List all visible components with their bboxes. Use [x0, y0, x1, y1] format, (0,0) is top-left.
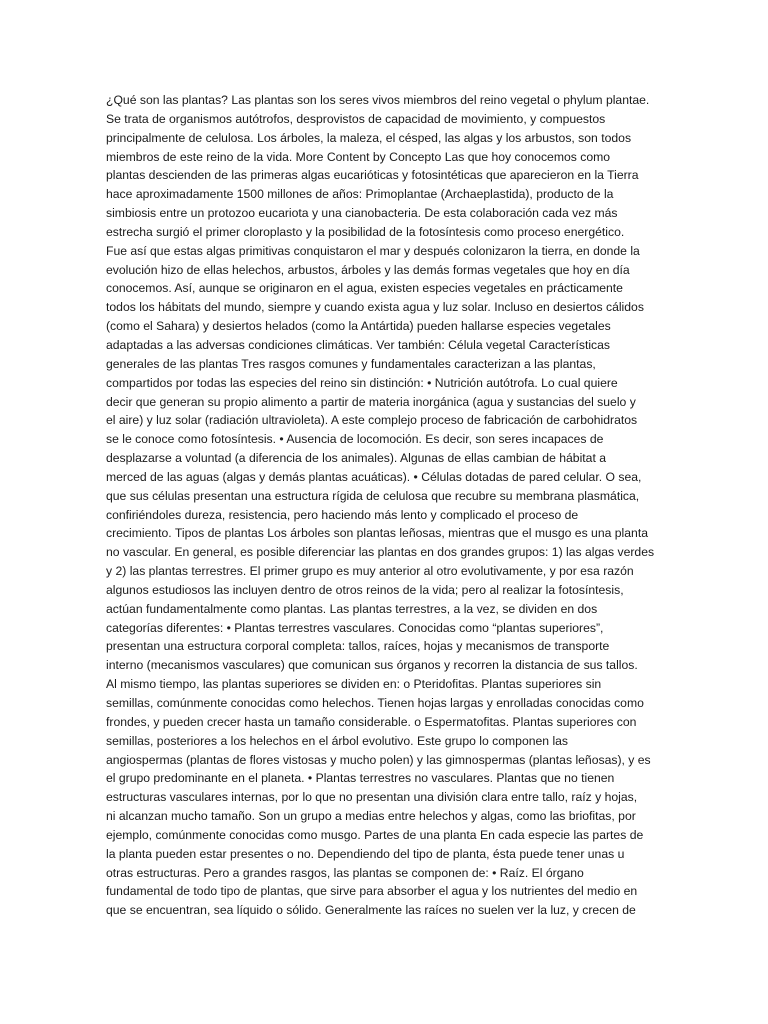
text-line: presentan una estructura corporal completa: tallos, raíces, hojas y mecanismos de transporte — [106, 639, 610, 654]
text-line: angiospermas (plantas de flores vistosas y mucho polen) y las gimnospermas (plantas leñosas), y es — [106, 752, 651, 767]
text-line: generales de las plantas Tres rasgos comunes y fundamentales caracterizan a las plantas, — [106, 356, 596, 371]
text-line: evolución hizo de ellas helechos, arbustos, árboles y las demás formas vegetales que hoy en día — [106, 262, 630, 277]
text-line: ejemplo, comúnmente conocidas como musgo. Partes de una planta En cada especie las partes de — [106, 827, 644, 842]
text-line: principalmente de celulosa. Los árboles, la maleza, el césped, las algas y los arbustos, son todos — [106, 130, 632, 145]
text-line: que se encuentran, sea líquido o sólido. Generalmente las raíces no suelen ver la luz, y crecen de — [106, 903, 636, 918]
text-line: hace aproximadamente 1500 millones de años: Primoplantae (Archaeplastida), producto de la — [106, 187, 614, 202]
text-line: semillas, comúnmente conocidas como helechos. Tienen hojas largas y enrolladas conocidas como — [106, 696, 644, 710]
text-line: desplazarse a voluntad (a diferencia de los animales). Algunas de ellas cambian de hábitat a — [106, 451, 606, 466]
text-line: algunos estudiosos las incluyen dentro de otros reinos de la vida; pero al realizar la fotosíntesis, — [106, 582, 624, 597]
text-line: que sus células presentan una estructura rígida de celulosa que recubre su membrana plasmática, — [106, 488, 640, 503]
text-line: decir que generan su propio alimento a partir de materia inorgánica (agua y sustancias del suelo y — [106, 394, 636, 409]
text-line: plantas descienden de las primeras algas eucarióticas y fotosintéticas que aparecieron en la Tierra — [106, 168, 639, 183]
text-line: la planta pueden estar presentes o no. Dependiendo del tipo de planta, ésta puede tener unas u — [106, 846, 625, 861]
text-line: Fue así que estas algas primitivas conquistaron el mar y después colonizaron la tierra, en donde la — [106, 243, 640, 258]
text-line: ni alcanzan mucho tamaño. Son un grupo a medias entre helechos y algas, como las briofitas, por — [106, 809, 636, 824]
text-line: otras estructuras. Pero a grandes rasgos, las plantas se componen de: • Raíz. El órgano — [106, 865, 584, 880]
text-line: miembros de este reino de la vida. More Content by Concepto Las que hoy conocemos como — [106, 149, 611, 164]
text-line: Se trata de organismos autótrofos, desprovistos de capacidad de movimiento, y compuestos — [106, 111, 606, 126]
text-line: semillas, posteriores a los helechos en el árbol evolutivo. Este grupo lo componen las — [106, 733, 569, 748]
text-line: compartidos por todas las especies del reino sin distinción: • Nutrición autótrofa. Lo cual quiere — [106, 375, 618, 390]
text-line: Al mismo tiempo, las plantas superiores se dividen en: o Pteridofitas. Plantas superiores sin — [106, 677, 602, 692]
text-line: interno (mecanismos vasculares) que comunican sus órganos y recorren la distancia de sus tallos. — [106, 658, 638, 673]
text-line: categorías diferentes: • Plantas terrestres vasculares. Conocidas como “plantas superiores”, — [106, 620, 604, 635]
text-line: adaptadas a las adversas condiciones climáticas. Ver también: Célula vegetal Características — [106, 337, 611, 352]
text-line: simbiosis entre un protozoo eucariota y una cianobacteria. De esta colaboración cada vez más — [106, 206, 618, 221]
body-text — [106, 91, 662, 920]
text-line: el grupo predominante en el planeta. • Plantas terrestres no vasculares. Plantas que no tienen — [106, 771, 615, 786]
text-line: se le conoce como fotosíntesis. • Ausencia de locomoción. Es decir, son seres incapaces de — [106, 432, 604, 447]
text-line: no vascular. En general, es posible diferenciar las plantas en dos grandes grupos: 1) las algas verdes — [106, 545, 655, 560]
text-line: frondes, y pueden crecer hasta un tamaño considerable. o Espermatofitas. Plantas superiores con — [106, 714, 637, 729]
text-line: el aire) y luz solar (radiación ultravioleta). A este complejo proceso de fabricación de carbohidratos — [106, 413, 638, 428]
text-line: merced de las aguas (algas y demás plantas acuáticas). • Células dotadas de pared celular. O sea, — [106, 469, 642, 484]
text-line: actúan fundamentalmente como plantas. Las plantas terrestres, a la vez, se dividen en dos — [106, 601, 598, 616]
text-line: crecimiento. Tipos de plantas Los árboles son plantas leñosas, mientras que el musgo es una planta — [106, 526, 648, 541]
text-line: confiriéndoles dureza, resistencia, pero haciendo más lento y complicado el proceso de — [106, 507, 579, 522]
text-line: estrecha surgió el primer cloroplasto y la posibilidad de la fotosíntesis como proceso energético. — [106, 224, 625, 239]
text-line: conocemos. Así, aunque se originaron en el agua, existen especies vegetales en prácticamente — [106, 281, 623, 296]
text-line: todos los hábitats del mundo, siempre y cuando exista agua y luz solar. Incluso en desiertos cálidos — [106, 300, 644, 315]
text-line: (como el Sahara) y desiertos helados (como la Antártida) pueden hallarse especies vegetales — [106, 319, 611, 334]
text-line: ¿Qué son las plantas? Las plantas son los seres vivos miembros del reino vegetal o phylum plantae. — [106, 93, 650, 107]
text-line: fundamental de todo tipo de plantas, que sirve para absorber el agua y los nutrientes del medio en — [106, 884, 638, 899]
text-line: y 2) las plantas terrestres. El primer grupo es muy anterior al otro evolutivamente, y por esa razón — [106, 564, 634, 579]
text-line: estructuras vasculares internas, por lo que no presentan una división clara entre tallo, raíz y hojas, — [106, 790, 638, 805]
